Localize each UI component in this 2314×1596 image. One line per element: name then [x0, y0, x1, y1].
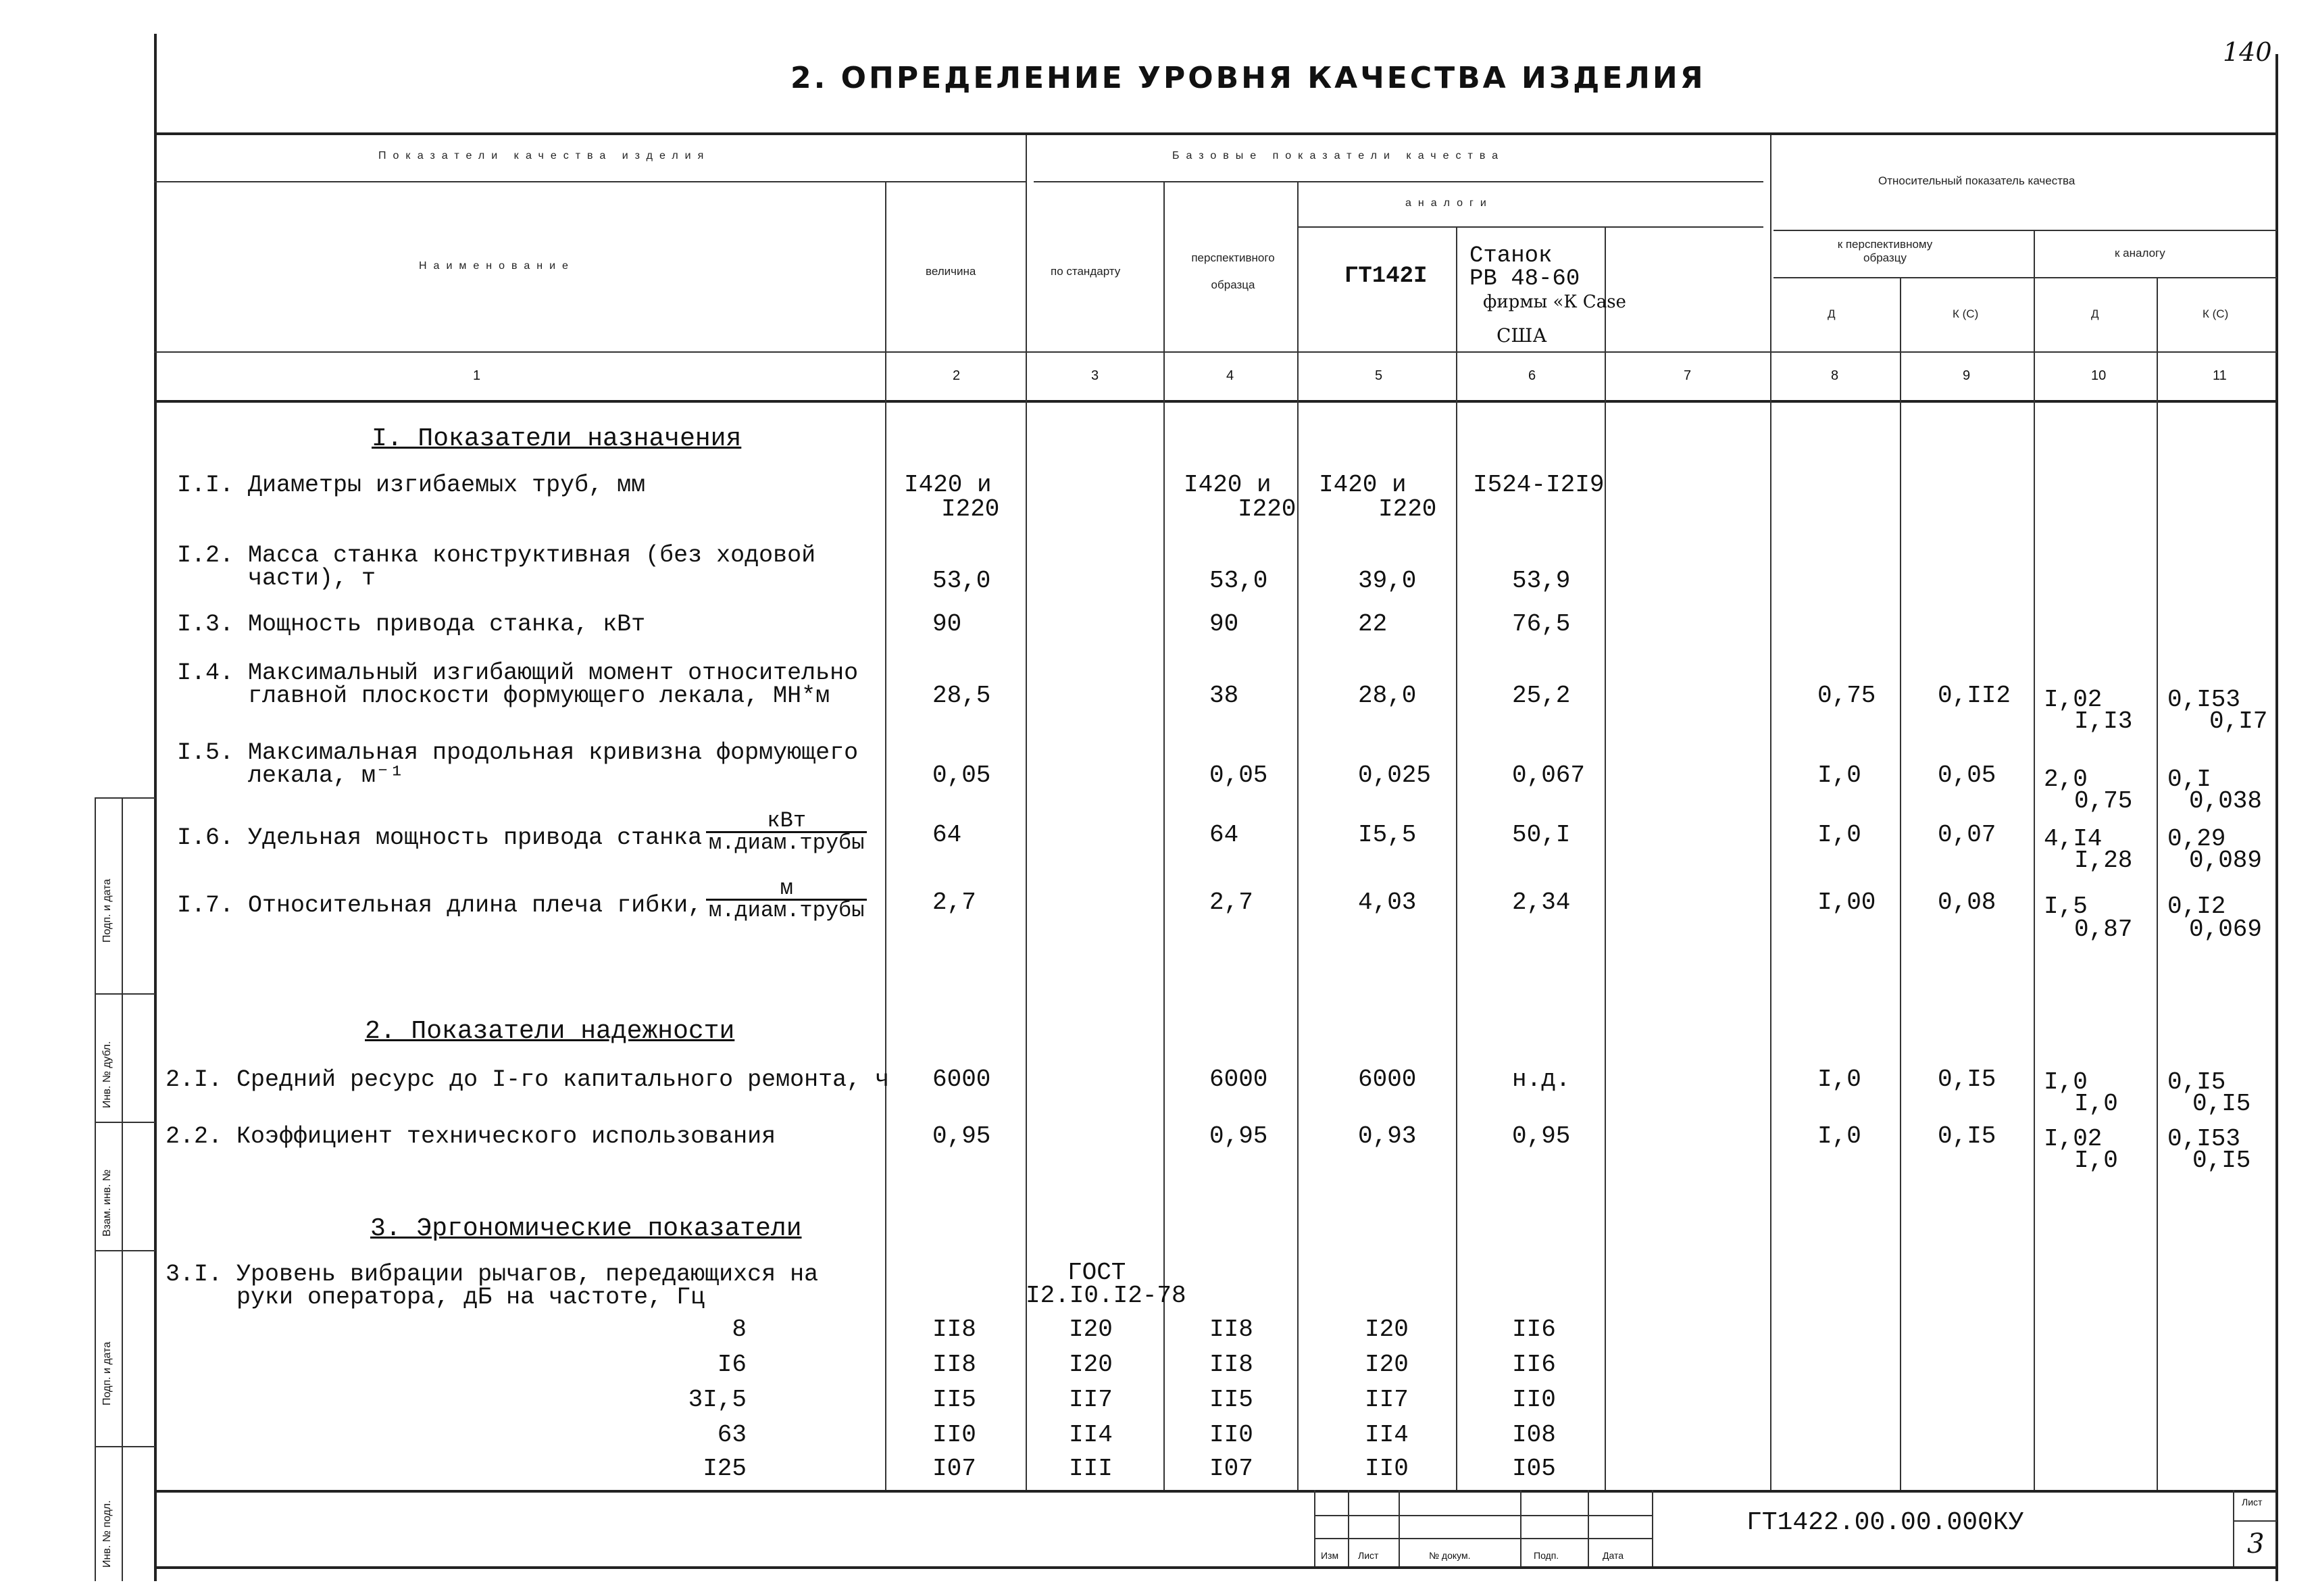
col-line-5: [1297, 181, 1299, 1490]
cell-c8: 0,75: [1817, 682, 1876, 709]
cell-c5: 6000: [1358, 1066, 1417, 1093]
cell-c4: 38: [1209, 682, 1239, 709]
sheet-box-divider: [2233, 1520, 2277, 1522]
cell-c6: 2,34: [1512, 889, 1571, 916]
cell-c9: 0,05: [1938, 762, 1996, 789]
relative-sub-line: [1774, 277, 2277, 278]
cell-c8: I,0: [1817, 762, 1861, 789]
cell-c6: 0,95: [1512, 1122, 1571, 1150]
header-by-standard: по стандарту: [1051, 265, 1121, 278]
stamp-row-line-1: [1314, 1515, 1652, 1516]
side-stamp-divider: [95, 1122, 155, 1123]
stamp-label-izm: Изм: [1321, 1550, 1339, 1561]
header-analog-1: ГТ142I: [1344, 264, 1428, 289]
header-base-indicators: Базовые показатели качества: [1172, 150, 1505, 161]
cell-c4: 64: [1209, 821, 1239, 849]
row-name: 2.2. Коэффициент технического использования: [166, 1123, 776, 1150]
row-name-cont: части), т: [177, 565, 376, 592]
side-stamp-inv-podl: Инв. № подл.: [101, 1500, 113, 1568]
stamp-left-line: [1314, 1490, 1315, 1566]
cell-c2: 28,5: [932, 682, 991, 709]
cell-c9: 0,I5: [1938, 1122, 1996, 1150]
stamp-col: [1520, 1490, 1521, 1566]
colnum-5: 5: [1375, 368, 1383, 383]
col-line-6: [1456, 226, 1457, 1490]
freq-c3: I20: [1069, 1316, 1113, 1343]
cell-c4: 6000: [1209, 1066, 1268, 1093]
cell-c10b: I,0: [2074, 1090, 2118, 1118]
freq-c5: II0: [1365, 1455, 1409, 1482]
cell-c4b: I220: [1238, 495, 1297, 523]
freq-c5: II4: [1365, 1421, 1409, 1449]
colnum-11: 11: [2213, 368, 2227, 383]
freq-c4: II5: [1209, 1386, 1253, 1414]
header-sub-d10: Д: [2091, 307, 2099, 320]
freq-c4: II8: [1209, 1351, 1253, 1378]
colnum-line: [154, 351, 2277, 353]
cell-c10a: I,02: [2044, 686, 2103, 714]
cell-c5: 28,0: [1358, 682, 1417, 709]
cell-c9: 0,07: [1938, 821, 1996, 849]
cell-c5: 0,93: [1358, 1122, 1417, 1150]
header-perspective-sample: перспективного образца: [1191, 251, 1275, 291]
cell-c11a: 0,I: [2167, 766, 2211, 793]
cell-c8: I,00: [1817, 889, 1876, 916]
analog-line: [1297, 226, 1763, 228]
row-name-cont: руки оператора, дБ на частоте, Гц: [166, 1284, 705, 1311]
header-analogs: аналоги: [1405, 197, 1493, 209]
cell-c11a: 0,29: [2167, 825, 2226, 853]
cell-c11b: 0,I7: [2209, 707, 2268, 735]
cell-c11b: 0,I5: [2192, 1090, 2251, 1118]
header-analog-2-line1: Станок: [1469, 243, 1553, 269]
header-value: величина: [926, 265, 976, 278]
side-stamp-line: [122, 797, 123, 1581]
colnum-1: 1: [473, 368, 481, 383]
side-stamp-divider: [95, 797, 155, 799]
frequency-rows: [0, 1318, 2314, 1493]
cell-c6: 50,I: [1512, 821, 1571, 849]
cell-c10a: 4,I4: [2044, 825, 2103, 853]
side-stamp-sign-date: Подп. и дата: [101, 878, 113, 943]
row-name: 2.I. Средний ресурс до I-го капитального ремонта, ч: [166, 1066, 890, 1093]
page-title: 2. ОПРЕДЕЛЕНИЕ УРОВНЯ КАЧЕСТВА ИЗДЕЛИЯ: [790, 61, 1706, 95]
cell-c8: I,0: [1817, 1066, 1861, 1093]
document-code: ГТ1422.00.00.000КУ: [1746, 1508, 2024, 1537]
cell-c6: 53,9: [1512, 567, 1571, 595]
row-name: I.7. Относительная длина плеча гибки,: [177, 892, 703, 919]
freq-c2: II8: [932, 1351, 976, 1378]
freq-c6: II6: [1512, 1316, 1556, 1343]
colnum-10: 10: [2091, 368, 2107, 383]
freq-c3: II7: [1069, 1386, 1113, 1414]
colnum-4: 4: [1226, 368, 1234, 383]
cell-c4: 2,7: [1209, 889, 1253, 916]
colnum-3: 3: [1091, 368, 1099, 383]
cell-c10b: 0,75: [2074, 787, 2133, 815]
cell-c5: I5,5: [1358, 821, 1417, 849]
col-line-7: [1605, 226, 1606, 1490]
cell-c2b: I220: [941, 495, 1000, 523]
page-number: 140: [2223, 37, 2272, 67]
row-name: 3.I. Уровень вибрации рычагов, передающихся на: [166, 1261, 819, 1288]
stamp-row-line-2: [1314, 1538, 1652, 1539]
freq-c4: I07: [1209, 1455, 1253, 1482]
cell-c6: 76,5: [1512, 610, 1571, 638]
cell-c4: 0,95: [1209, 1122, 1268, 1150]
side-stamp-line: [95, 797, 96, 1581]
row-name-cont: лекала, м⁻¹: [177, 762, 405, 789]
sheet-box-line: [2233, 1490, 2234, 1566]
cell-c3a: ГОСТ: [1067, 1259, 1126, 1287]
side-stamp-divider: [95, 993, 155, 995]
cell-c11b: 0,038: [2189, 787, 2263, 815]
cell-c9: 0,I5: [1938, 1066, 1996, 1093]
colnum-7: 7: [1684, 368, 1692, 383]
col-line-2: [885, 181, 886, 1490]
header-analog-2-line3: фирмы «К Case: [1483, 292, 1626, 312]
colnum-9: 9: [1963, 368, 1971, 383]
colnum-8: 8: [1831, 368, 1839, 383]
stamp-label-list: Лист: [1358, 1550, 1379, 1561]
cell-c10a: I,02: [2044, 1125, 2103, 1153]
section-title: I. Показатели назначения: [372, 424, 742, 453]
cell-c2a: I420 и: [904, 471, 992, 499]
cell-c9: 0,II2: [1938, 682, 2011, 709]
cell-c2: 0,05: [932, 762, 991, 789]
side-stamp-divider: [95, 1446, 155, 1447]
cell-c11b: 0,069: [2189, 916, 2263, 943]
row-name: I.5. Максимальная продольная кривизна формующего: [177, 739, 859, 766]
row-name: I.4. Максимальный изгибающий момент относительно: [177, 659, 859, 687]
cell-c2: 2,7: [932, 889, 976, 916]
cell-c10a: 2,0: [2044, 766, 2088, 793]
fraction-numerator: м: [706, 878, 867, 901]
freq-c5: I20: [1365, 1316, 1409, 1343]
stamp-col: [1588, 1490, 1589, 1566]
cell-c4: 90: [1209, 610, 1239, 638]
side-stamp-sign-date-2: Подп. и дата: [101, 1341, 113, 1405]
cell-c4a: I420 и: [1184, 471, 1272, 499]
freq-c2: II8: [932, 1316, 976, 1343]
freq-c2: II5: [932, 1386, 976, 1414]
header-to-analog: к аналогу: [2115, 247, 2165, 259]
stamp-col: [1399, 1490, 1400, 1566]
header-bottom-line: [154, 400, 2277, 403]
header-analog-2-line4: США: [1496, 324, 1547, 347]
row-name: I.6. Удельная мощность привода станка: [177, 824, 703, 851]
cell-c2: 53,0: [932, 567, 991, 595]
freq-c2: I07: [932, 1455, 976, 1482]
side-stamp-divider: [95, 1250, 155, 1251]
header-sub-d8: Д: [1828, 307, 1836, 320]
cell-c11a: 0,I53: [2167, 686, 2241, 714]
stamp-label-sign: Подп.: [1534, 1550, 1559, 1561]
header-to-perspective: к перспективному образцу: [1837, 238, 1933, 264]
cell-c11b: 0,I5: [2192, 1147, 2251, 1174]
stamp-label-doc: № докум.: [1429, 1550, 1471, 1561]
cell-c5: 4,03: [1358, 889, 1417, 916]
freq-c6: II6: [1512, 1351, 1556, 1378]
cell-c9: 0,08: [1938, 889, 1996, 916]
col-line-9: [1900, 277, 1901, 1490]
freq-c6: II0: [1512, 1386, 1556, 1414]
col-line-10: [2034, 230, 2035, 1490]
fraction-denominator: м.диам.трубы: [709, 898, 865, 923]
fraction-denominator: м.диам.трубы: [709, 830, 865, 855]
freq-c2: II0: [932, 1421, 976, 1449]
cell-c6: н.д.: [1512, 1066, 1571, 1093]
unit-fraction: [706, 808, 867, 855]
cell-c5: 39,0: [1358, 567, 1417, 595]
stamp-right-line: [1652, 1490, 1653, 1566]
freq-c4: II0: [1209, 1421, 1253, 1449]
cell-c2: 0,95: [932, 1122, 991, 1150]
row-name: I.I. Диаметры изгибаемых труб, мм: [177, 472, 646, 499]
freq-label: 63: [717, 1421, 747, 1449]
freq-label: I25: [703, 1455, 747, 1482]
unit-fraction: [706, 878, 867, 921]
header-relative: Относительный показатель качества: [1878, 174, 2076, 187]
col-line-11: [2157, 277, 2158, 1490]
sheet-number: 3: [2247, 1528, 2265, 1560]
freq-c5: II7: [1365, 1386, 1409, 1414]
cell-c10b: I,I3: [2074, 707, 2133, 735]
freq-c4: II8: [1209, 1316, 1253, 1343]
cell-c11a: 0,I2: [2167, 893, 2226, 920]
colnum-2: 2: [953, 368, 961, 383]
frame-bottom-line: [154, 1566, 2277, 1569]
cell-c10b: I,0: [2074, 1147, 2118, 1174]
cell-c4: 0,05: [1209, 762, 1268, 789]
stamp-label-date: Дата: [1603, 1550, 1624, 1561]
cell-c3b: I2.I0.I2-78: [1026, 1282, 1186, 1310]
cell-c11a: 0,I53: [2167, 1125, 2241, 1153]
section-title: 2. Показатели надежности: [365, 1017, 735, 1046]
stamp-col: [1348, 1490, 1349, 1566]
cell-c2: 64: [932, 821, 962, 849]
header-indicators: Показатели качества изделия: [378, 150, 711, 161]
col-line-8: [1770, 135, 1771, 1490]
header-analog-2-line2: РВ 48-60: [1469, 266, 1580, 292]
relative-line: [1774, 230, 2277, 231]
cell-c11a: 0,I5: [2167, 1068, 2226, 1096]
freq-c6: I08: [1512, 1421, 1556, 1449]
cell-c2: 90: [932, 610, 962, 638]
cell-c4: 53,0: [1209, 567, 1268, 595]
header-sub-k9: К (С): [1953, 307, 1979, 320]
section-title: 3. Эргономические показатели: [370, 1214, 802, 1243]
cell-c8: I,0: [1817, 1122, 1861, 1150]
cell-c11b: 0,089: [2189, 847, 2263, 874]
freq-c3: I20: [1069, 1351, 1113, 1378]
cell-c6: I524-I2I9: [1473, 471, 1605, 499]
freq-c5: I20: [1365, 1351, 1409, 1378]
side-stamp-vzam-inv: Взам. инв. №: [101, 1169, 113, 1237]
header-sub-k11: К (С): [2203, 307, 2229, 320]
freq-c3: II4: [1069, 1421, 1113, 1449]
sheet-label: Лист: [2242, 1497, 2263, 1507]
cell-c10b: I,28: [2074, 847, 2133, 874]
cell-c10a: I,0: [2044, 1068, 2088, 1096]
row-name: I.3. Мощность привода станка, кВт: [177, 611, 646, 638]
cell-c5b: I220: [1378, 495, 1437, 523]
header-line-1: [154, 181, 1026, 182]
freq-label: I6: [717, 1351, 747, 1378]
row-name-cont: главной плоскости формующего лекала, МН*м: [177, 682, 830, 709]
freq-c6: I05: [1512, 1455, 1556, 1482]
header-name: Наименование: [419, 260, 575, 272]
cell-c8: I,0: [1817, 821, 1861, 849]
cell-c5a: I420 и: [1319, 471, 1407, 499]
cell-c6: 25,2: [1512, 682, 1571, 709]
freq-label: 3I,5: [688, 1386, 747, 1414]
header-line-1b: [1034, 181, 1763, 182]
cell-c5: 22: [1358, 610, 1388, 638]
cell-c2: 6000: [932, 1066, 991, 1093]
cell-c10b: 0,87: [2074, 916, 2133, 943]
fraction-numerator: кВт: [706, 811, 867, 833]
row-name: I.2. Масса станка конструктивная (без ходовой: [177, 542, 816, 569]
cell-c10a: I,5: [2044, 893, 2088, 920]
colnum-6: 6: [1528, 368, 1536, 383]
freq-c3: III: [1069, 1455, 1113, 1482]
table-top-line: [154, 132, 2277, 135]
cell-c6: 0,067: [1512, 762, 1586, 789]
cell-c5: 0,025: [1358, 762, 1432, 789]
freq-label: 8: [732, 1316, 747, 1343]
side-stamp-inv-dubl: Инв. № дубл.: [101, 1041, 113, 1108]
